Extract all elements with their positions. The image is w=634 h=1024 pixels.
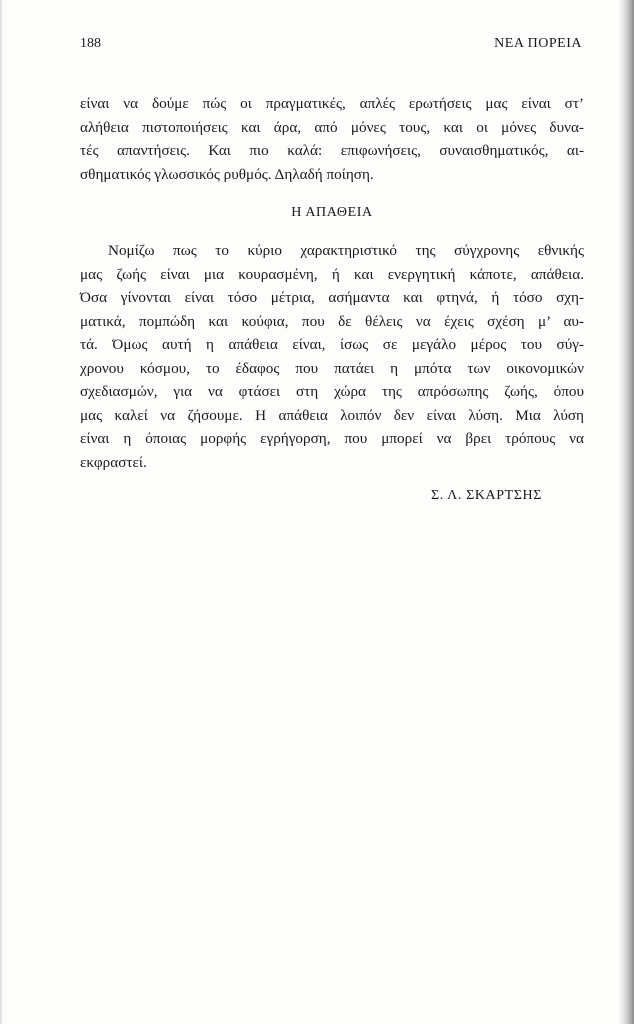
author-signature: Σ. Λ. ΣΚΑΡΤΣΗΣ bbox=[430, 488, 542, 503]
text-line: μας καλεί να ζήσουμε. Η απάθεια λοιπόν δεν είναι λύση. Μια λύση bbox=[80, 406, 584, 424]
page-number: 188 bbox=[80, 36, 101, 51]
section-title: Η ΑΠΑΘΕΙΑ bbox=[291, 205, 373, 220]
text-line: τές απαντήσεις. Και πιο καλά: επιφωνήσεις, συναισθηματικός, αι- bbox=[80, 142, 584, 159]
text-line: σθηματικός γλωσσικός ρυθμός. Δηλαδή ποίηση. bbox=[80, 165, 374, 183]
text-line: χρονου κόσμου, το έδαφος που πατάει η μπότα των οικονομικών bbox=[80, 359, 584, 377]
text-line: ματικά, πομπώδη και κούφια, που δε θέλεις να έχεις σχέση μ’ αυ- bbox=[80, 312, 584, 330]
text-line: σχεδιασμών, για να φτάσει στη χώρα της απρόσωπης ζωής, όπου bbox=[80, 383, 584, 400]
text-line: είναι η όποιας μορφής εγρήγορση, που μπορεί να βρει τρόπους να bbox=[80, 430, 584, 447]
page-header bbox=[80, 36, 582, 56]
page-binding-shadow bbox=[618, 0, 634, 1024]
text-line: τά. Όμως αυτή η απάθεια είναι, ίσως σε μεγάλο μέρος του σύγ- bbox=[80, 336, 584, 353]
section-paragraph bbox=[80, 239, 584, 474]
page-left-edge bbox=[0, 0, 3, 1024]
text-line: είναι να δούμε πώς οι πραγματικές, απλές ερωτήσεις μας είναι στ’ bbox=[80, 95, 584, 112]
text-line: Νομίζω πως το κύριο χαρακτηριστικό της σύγχρονης εθνικής bbox=[108, 242, 584, 259]
text-line: μας ζωής είναι μια κουρασμένη, ή και ενεργητική κάποτε, απάθεια. bbox=[80, 265, 584, 283]
running-title: ΝΕΑ ΠΟΡΕΙΑ bbox=[494, 36, 582, 51]
text-line: αλήθεια πιστοποιήσεις και άρα, από μόνες τους, και οι μόνες δυνα- bbox=[80, 118, 584, 136]
intro-paragraph bbox=[80, 92, 584, 186]
text-line: Όσα γίνονται είναι τόσο μέτρια, ασήμαντα και φτηνά, ή τόσο σχη- bbox=[80, 289, 584, 306]
text-line: εκφραστεί. bbox=[80, 453, 147, 471]
